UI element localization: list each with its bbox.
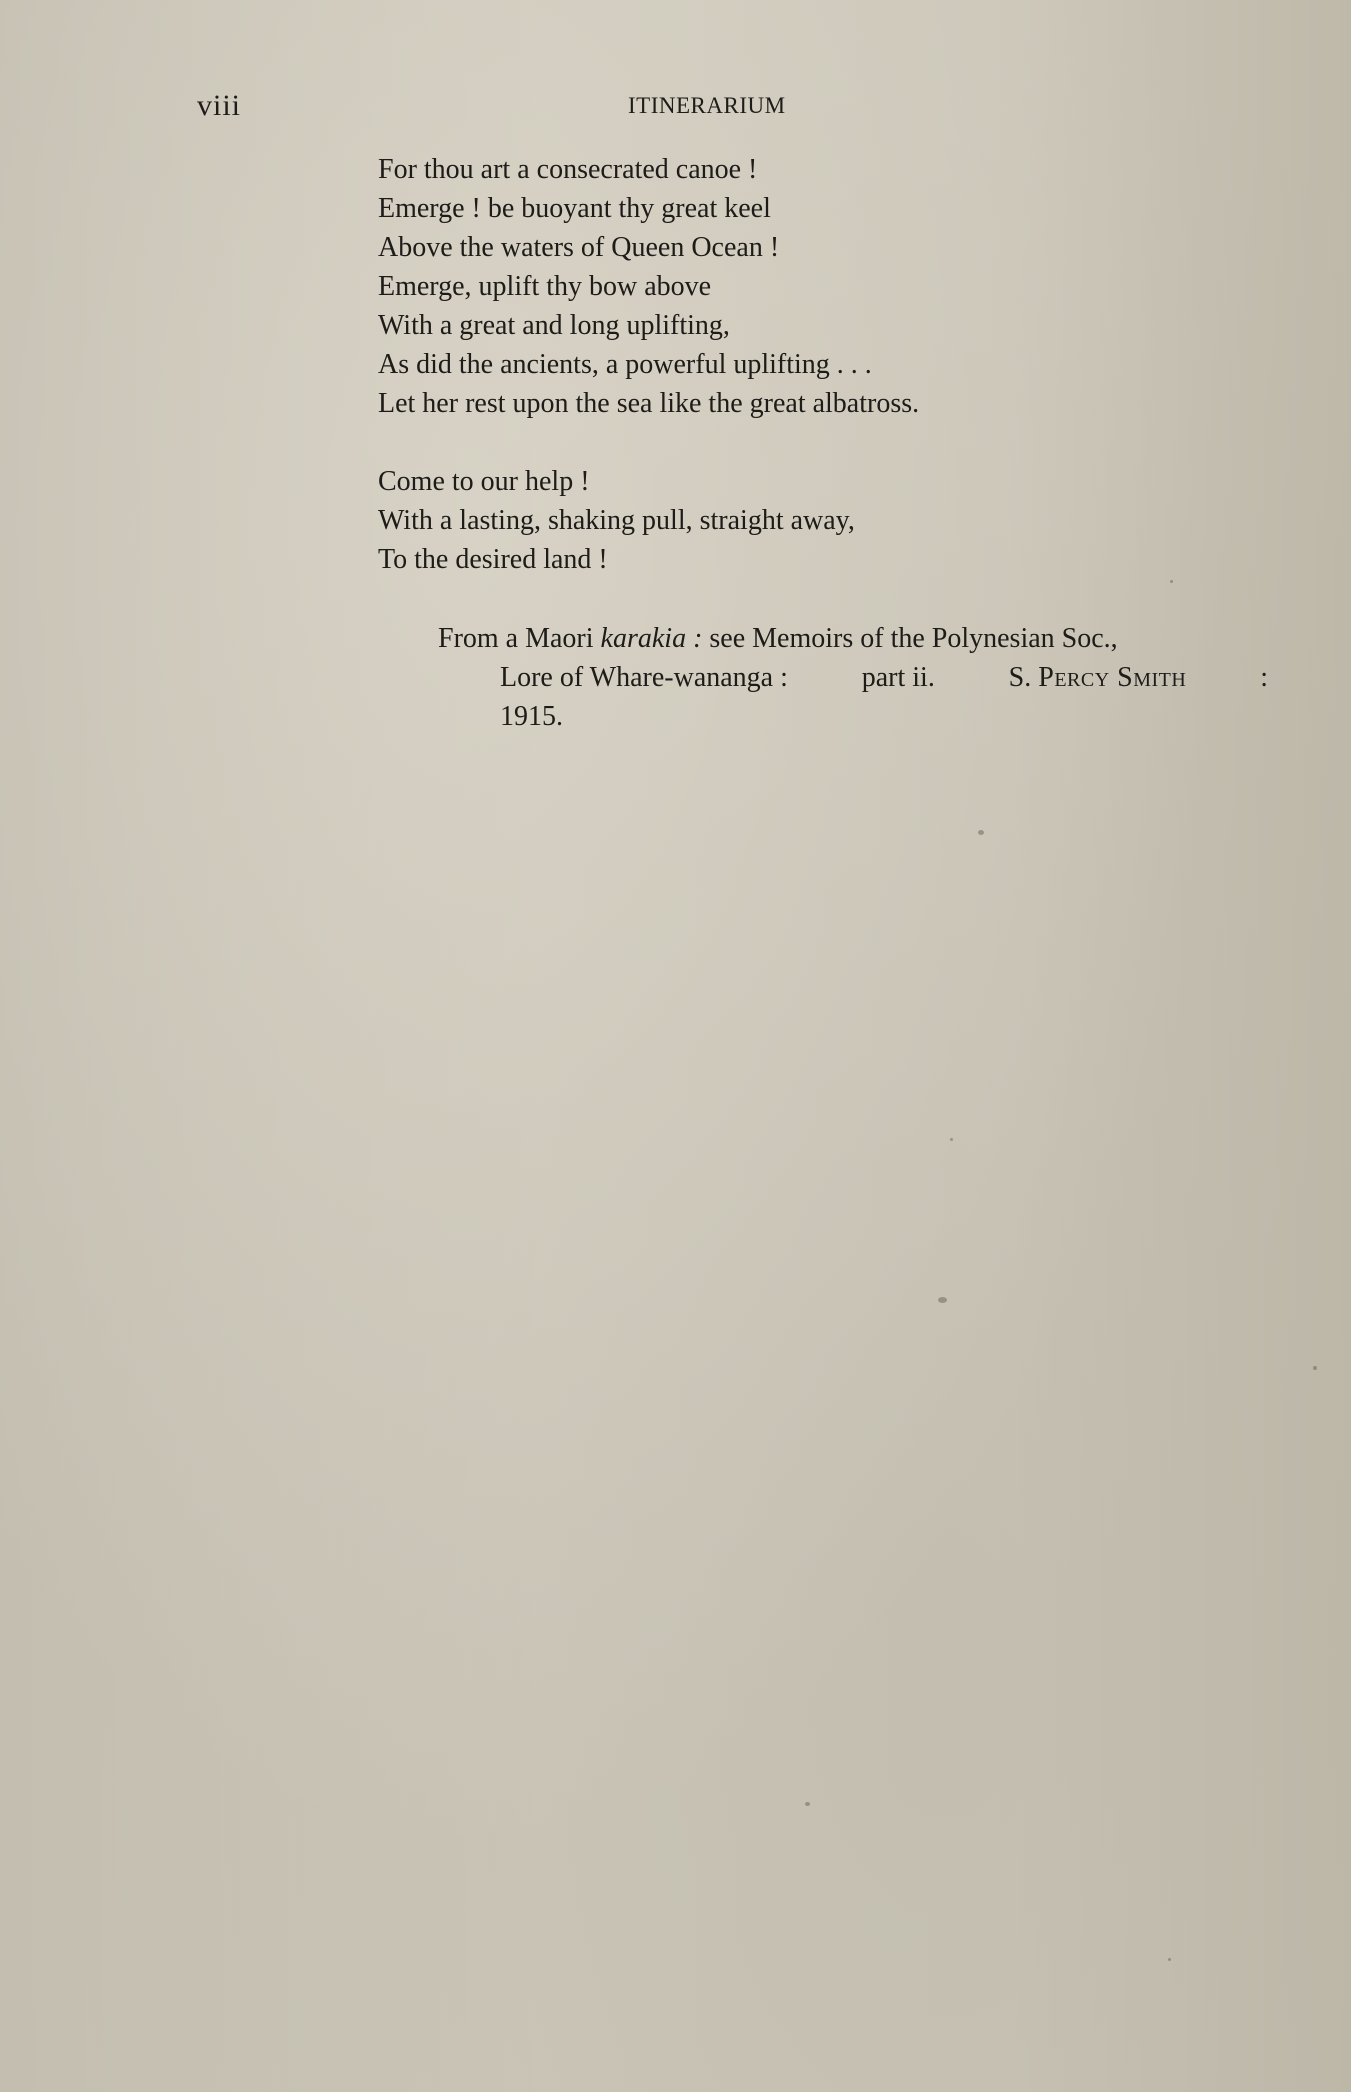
poem-line: Emerge, uplift thy bow above (378, 271, 712, 302)
stanza-1 (378, 150, 919, 423)
attribution-author-wrap (1009, 658, 1187, 697)
paper-speck (1168, 1958, 1171, 1961)
poem (378, 150, 919, 618)
attribution-initial: S. (1008, 662, 1032, 693)
poem-line: For thou art a consecrated canoe ! (378, 154, 758, 185)
poem-line: As did the ancients, a powerful uplifting . . . (378, 349, 872, 380)
poem-line: To the desired land ! (378, 544, 608, 575)
attribution-colon: : (1260, 662, 1268, 693)
stanza-2 (378, 462, 919, 579)
paper-speck (938, 1297, 947, 1303)
attribution-work: Lore of Whare-wananga : (500, 662, 788, 693)
attribution-part: part ii. (861, 662, 935, 693)
attribution-line-2 (438, 658, 1268, 697)
poem-line: Let her rest upon the sea like the great albatross. (378, 388, 920, 419)
running-head: ITINERARIUM (628, 93, 786, 118)
attribution-line-1 (438, 619, 1268, 658)
attribution-rest: see Memoirs of the Polynesian Soc., (702, 623, 1118, 654)
poem-line: Emerge ! be buoyant thy great keel (378, 193, 771, 224)
paper-speck (950, 1138, 953, 1141)
source-attribution (438, 619, 1268, 736)
poem-line: With a lasting, shaking pull, straight away, (378, 505, 855, 536)
attribution-year: 1915. (500, 701, 563, 732)
attribution-author: Percy Smith (1038, 662, 1187, 693)
page-number: viii (197, 89, 242, 122)
poem-line: With a great and long uplifting, (378, 310, 730, 341)
attribution-term: karakia : (600, 623, 703, 654)
attribution-lead: From a Maori (438, 623, 601, 654)
poem-line: Above the waters of Queen Ocean ! (378, 232, 780, 263)
paper-speck (978, 830, 984, 835)
paper-speck (1313, 1366, 1317, 1370)
paper-speck (805, 1802, 810, 1806)
poem-line: Come to our help ! (378, 466, 590, 497)
paper-speck (1170, 580, 1173, 583)
